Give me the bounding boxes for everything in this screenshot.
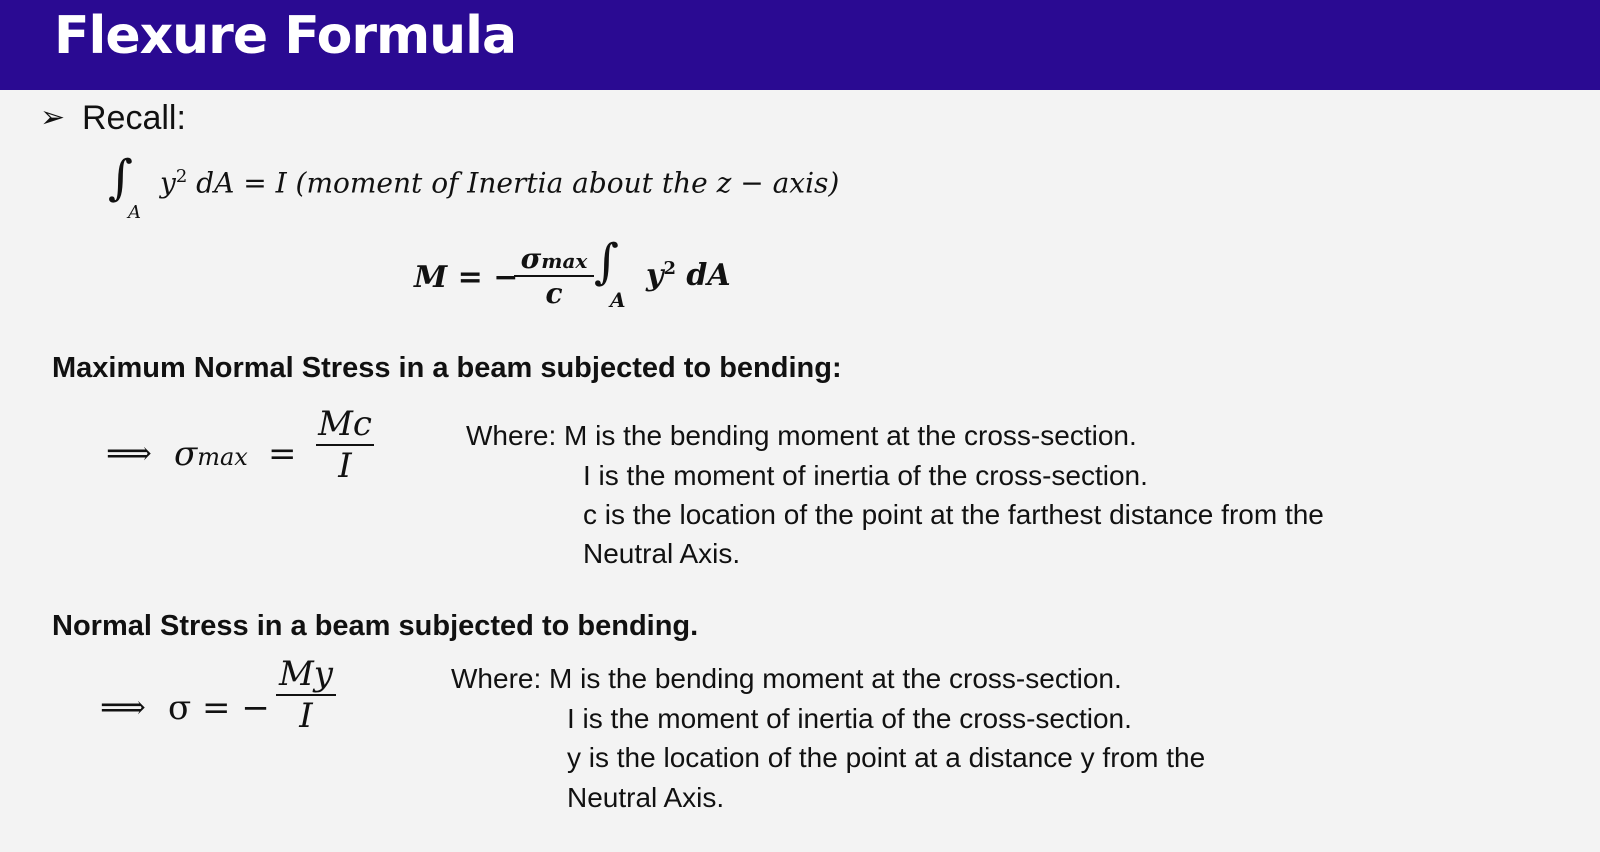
where-line-1: Where: M is the bending moment at the cross-section. <box>451 663 1122 694</box>
max-stress-fraction <box>316 404 374 486</box>
where-line-4: Neutral Axis. <box>567 782 725 813</box>
sigma-lhs: σ = − <box>168 688 270 728</box>
normal-stress-fraction <box>276 654 336 736</box>
where-line-2: I is the moment of inertia of the cross-section. <box>583 460 1148 491</box>
moment-lhs: M = − <box>414 260 519 295</box>
integral-subscript: A <box>128 202 141 223</box>
max-stress-denominator: I <box>316 444 374 486</box>
moment-integrand: $y^2$ dA <box>646 258 731 293</box>
where-line-3: y is the location of the point at a distance y from the <box>567 742 1206 773</box>
equals-sign: = <box>268 434 297 474</box>
implies-arrow-icon: ⟹ <box>106 434 152 472</box>
recall-label: Recall: <box>82 99 186 137</box>
max-stress-numerator: Mc <box>318 404 372 444</box>
moment-numerator: σmax <box>520 242 588 275</box>
integral-symbol: ∫ <box>594 234 620 290</box>
where-line-2: I is the moment of inertia of the cross-section. <box>567 703 1132 734</box>
section-normal-stress-heading: Normal Stress in a beam subjected to bending. <box>52 610 699 642</box>
moment-fraction <box>514 242 594 310</box>
normal-stress-numerator: My <box>278 654 334 694</box>
recall-expression: $y^2$ dA = I (moment of Inertia about the z − axis) <box>160 166 840 200</box>
moment-denominator: c <box>514 275 594 310</box>
sigma-max: σmax <box>174 434 248 474</box>
implies-arrow-icon: ⟹ <box>100 688 146 726</box>
where-line-3: c is the location of the point at the farthest distance from the <box>583 499 1324 530</box>
bullet-arrow-icon: ➢ <box>40 101 66 134</box>
slide-title: Flexure Formula <box>54 6 517 66</box>
normal-stress-denominator: I <box>276 694 336 736</box>
where-line-1: Where: M is the bending moment at the cross-section. <box>466 420 1137 451</box>
where-line-4: Neutral Axis. <box>583 538 741 569</box>
integral-symbol: ∫ <box>108 150 134 206</box>
section-max-stress-heading: Maximum Normal Stress in a beam subjected to bending: <box>52 352 842 384</box>
integral-subscript: A <box>610 288 626 312</box>
